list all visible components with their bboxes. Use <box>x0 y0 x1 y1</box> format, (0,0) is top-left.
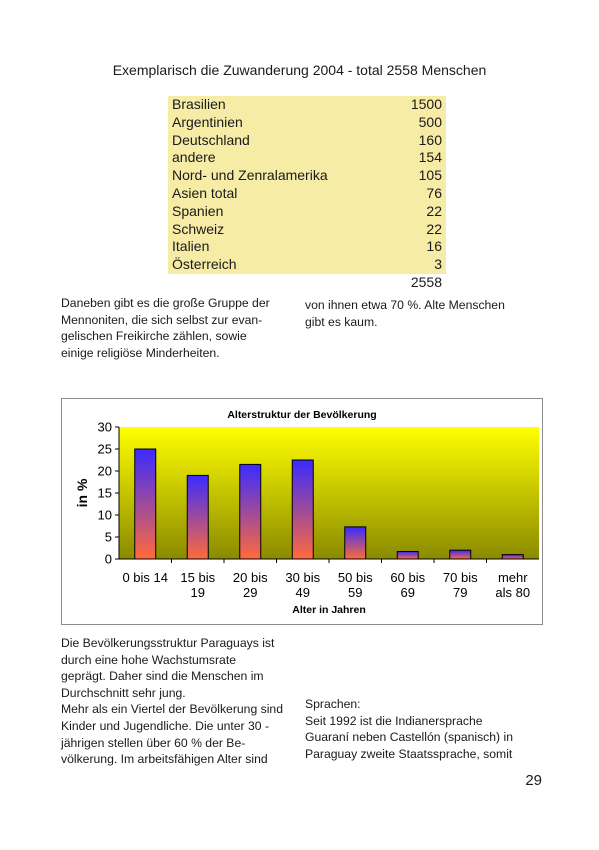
y-tick-label: 0 <box>104 551 112 567</box>
table-cell-count: 105 <box>392 167 446 185</box>
bar <box>450 550 471 559</box>
text-line: Die Bevölkerungsstruktur Paraguays ist <box>61 636 275 650</box>
x-tick-label: 60 bis <box>390 570 426 585</box>
x-tick-label: 30 bis <box>285 570 321 585</box>
table-cell-count: 500 <box>392 114 446 132</box>
text-line: gelischen Freikirche zählen, sowie <box>61 329 247 344</box>
x-tick-label: 0 bis 14 <box>122 570 169 585</box>
table-row <box>168 238 446 256</box>
page-title: Exemplarisch die Zuwanderung 2004 - total 2558 Menschen <box>112 62 487 78</box>
table-cell-count: 3 <box>392 256 446 274</box>
y-tick-label: 5 <box>104 529 112 545</box>
text-line: durch eine hohe Wachstumsrate <box>61 652 237 667</box>
table-row <box>168 167 446 185</box>
x-tick-label: 79 <box>453 585 468 600</box>
text-line: geprägt. Daher sind die Menschen im <box>61 669 264 684</box>
y-axis-label: in % <box>74 478 90 508</box>
table-cell-country: Deutschland <box>168 132 392 150</box>
bar <box>345 527 366 559</box>
y-tick-label: 30 <box>97 419 112 435</box>
text-line: Seit 1992 ist die Indianersprache <box>305 713 483 728</box>
immigration-table <box>168 96 446 292</box>
text-left-top <box>61 295 294 361</box>
x-axis-label: Alter in Jahren <box>292 604 366 616</box>
table-cell-count: 22 <box>392 203 446 221</box>
text-line: Mennoniten, die sich selbst zur evan- <box>61 312 263 327</box>
age-structure-chart <box>61 398 543 625</box>
chart-svg <box>62 399 542 624</box>
x-tick-label: 50 bis <box>337 570 373 585</box>
table-total-row <box>168 274 446 292</box>
text-line: Durchschnitt sehr jung. <box>61 685 186 700</box>
table-row <box>168 132 446 150</box>
table-row <box>168 221 446 239</box>
bar <box>135 449 156 559</box>
table-cell-country: Nord- und Zenralamerika <box>168 167 392 185</box>
table-row <box>168 203 446 221</box>
table-cell-country: Spanien <box>168 203 392 221</box>
x-tick-label: 70 bis <box>442 570 478 585</box>
table-cell-country: Italien <box>168 238 392 256</box>
chart-title: Alterstruktur der Bevölkerung <box>227 409 377 421</box>
text-line: einige religiöse Minderheiten. <box>61 345 220 360</box>
table-row <box>168 114 446 132</box>
table-total: 2558 <box>392 274 446 292</box>
text-left-bottom <box>61 635 294 768</box>
table-cell-count: 22 <box>392 221 446 239</box>
text-line: Daneben gibt es die große Gruppe der <box>61 296 270 310</box>
text-line: völkerung. Im arbeitsfähigen Alter sind <box>61 752 268 767</box>
table-cell-country: andere <box>168 149 392 167</box>
table-cell-country: Brasilien <box>168 96 392 114</box>
text-line: gibt es kaum. <box>305 314 378 329</box>
x-tick-label: 20 bis <box>232 570 268 585</box>
table-row <box>168 96 446 114</box>
x-tick-label: 15 bis <box>180 570 216 585</box>
bar <box>187 475 208 559</box>
text-line: Mehr als ein Viertel der Bevölkerung sind <box>61 702 283 717</box>
x-tick-label: mehr <box>497 570 528 585</box>
table-cell-count: 154 <box>392 149 446 167</box>
bar <box>397 552 418 559</box>
table-cell-country: Österreich <box>168 256 392 274</box>
table-cell-count: 16 <box>392 238 446 256</box>
text-right-top <box>305 297 538 330</box>
table-cell-count: 160 <box>392 132 446 150</box>
table-cell-count: 1500 <box>392 96 446 114</box>
bar <box>502 555 523 559</box>
table-row <box>168 256 446 274</box>
table-row <box>168 149 446 167</box>
table-row <box>168 185 446 203</box>
text-line: jährigen stellen über 60 % der Be- <box>61 735 246 750</box>
text-line: Paraguay zweite Staatssprache, somit <box>305 746 513 761</box>
text-line: von ihnen etwa 70 %. Alte Menschen <box>305 298 505 312</box>
plot-area <box>119 427 539 559</box>
y-tick-label: 15 <box>97 485 112 501</box>
x-tick-label: 29 <box>243 585 258 600</box>
x-tick-label: 69 <box>400 585 415 600</box>
x-tick-label: 49 <box>295 585 310 600</box>
x-tick-label: 59 <box>348 585 363 600</box>
page-number: 29 <box>525 772 542 789</box>
bar <box>292 460 313 559</box>
table-cell-count: 76 <box>392 185 446 203</box>
table-cell-country: Schweiz <box>168 221 392 239</box>
table-cell-empty <box>168 274 392 292</box>
y-tick-label: 10 <box>97 507 112 523</box>
text-line: Sprachen: <box>305 697 361 711</box>
y-tick-label: 20 <box>97 463 112 479</box>
text-line: Guaraní neben Castellón (spanisch) in <box>305 730 513 745</box>
text-line: Kinder und Jugendliche. Die unter 30 - <box>61 718 269 733</box>
x-tick-label: 19 <box>190 585 205 600</box>
y-tick-label: 25 <box>97 441 112 457</box>
text-right-bottom <box>305 696 538 762</box>
x-tick-label: als 80 <box>495 585 531 600</box>
bar <box>240 464 261 559</box>
table-cell-country: Argentinien <box>168 114 392 132</box>
table-cell-country: Asien total <box>168 185 392 203</box>
